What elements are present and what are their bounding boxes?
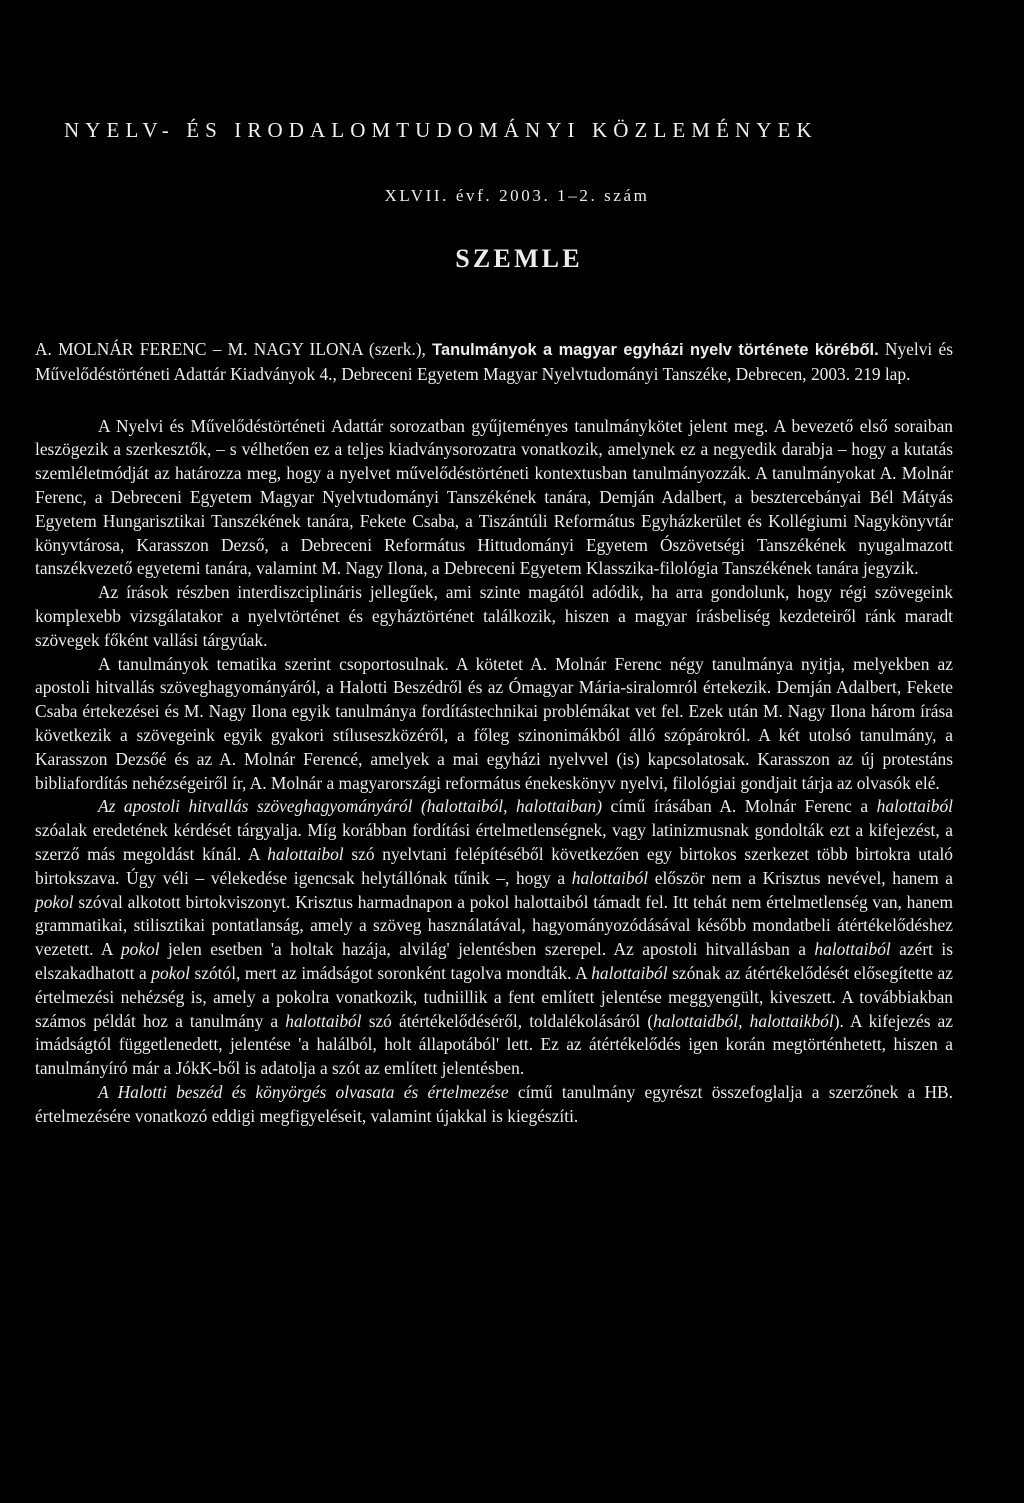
italic-term: halottaiból [591,962,668,983]
italic-term: halottaidból, halottaikból [653,1010,834,1031]
paragraph-5 [35,1081,953,1129]
italic-term: pokol [151,962,190,983]
italic-term: halottaiból [571,867,649,888]
text-run: szóval alkotott birtokviszonyt. Krisztus harmadnapon a pokol halottaiból támadt fel. Itt tehát nem értelmetlenség van, hanem grammatikai, stilisztikai pontatlanság, amely a szöveg használatával, hagyományozódásával később mondatbeli átértékelődéshez vezetett. A [35,891,953,960]
text-run: című írásában A. Molnár Ferenc a [602,796,877,817]
paragraph-4 [35,795,953,1081]
text-run: ). A kifejezés az imádságtól függetlenedett, jelentése 'a halálból, holt állapotából' lett. Ez az átértékelődés igen korán megtörténhetett, hiszen a tanulmányíró már a JókK-ből is adatolja a szót az említett jelentésben. [35,1010,953,1079]
journal-title: NYELV- ÉS IRODALOMTUDOMÁNYI KÖZLEMÉNYEK [64,118,818,142]
italic-title: Az apostoli hitvallás szöveghagyományáról (halottaiból, halottaiban) [98,796,602,817]
text-run: először nem a Krisztus nevével, hanem a [648,867,953,888]
text-run: szó átértékelődéséről, toldalékolásáról ( [361,1010,654,1031]
text-run: jelen esetben 'a holtak hazája, alvilág' jelentésben szerepel. Az apostoli hitvallásban a [159,939,815,960]
text-run: szónak az átértékelődését elősegítette az értelmezési nehézség is, amely a pokolra vonatkozik, tudniillik a fent említett jelentése meggyengült, kiveszett. A továbbiakban számos példát hoz a tanulmány a [35,962,953,1031]
reference-title: Tanulmányok a magyar egyházi nyelv története köréből. [432,341,879,359]
text-run: című tanulmány egyrészt összefoglalja a szerzőnek a HB. értelmezésére vonatkozó eddigi megfigyeléseit, valamint újakkal is kiegészíti. [35,1081,953,1126]
text-run: szó nyelvtani felépítéséből következően egy birtokos szerkezet több birtokra utaló birtokszava. Úgy véli – vélekedése igencsak helytállónak tűnik –, hogy a [35,843,953,888]
text-run: szótól, mert az imádságot soronként tagolva mondták. A [189,962,592,983]
italic-term: halottaiból [876,796,953,817]
paragraph-2: Az írások részben interdiszciplináris jellegűek, ami szinte magától adódik, ha arra gondolunk, hogy régi szövegeink komplexebb vizsgálatakor a nyelvtörténet és egyháztörténet találkozik, hiszen a magyar írásbeliség kezdeteiről ránk maradt szövegek főként vallási tárgyúak. [35,582,953,650]
section-heading: SZEMLE [455,244,583,273]
paragraph-1: A Nyelvi és Művelődéstörténeti Adattár sorozatban gyűjteményes tanulmánykötet jelent meg. A bevezető első soraiban leszögezik a szerkesztők, – s vélhetően ez a teljes kiadványsorozatra vonatkozik, amelynek ez a negyedik darabja – hogy a kutatás szemléletmódját az határozza meg, hogy a nyelvet művelődéstörténeti kontextusban tanulmányozzák. A tanulmányokat A. Molnár Ferenc, a Debreceni Egyetem Magyar Nyelvtudományi Tanszékének tanára, Demján Adalbert, a besztercebányai Bél Mátyás Egyetem Hungarisztikai Tanszékének tanára, Fekete Csaba, a Tiszántúli Református Egyházkerület és Kollégiumi Nagykönyvtár könyvtárosa, Karasszon Dezső, a Debreceni Református Hittudományi Egyetem Ószövetségi Tanszékének nyugalmazott tanszékvezető egyetemi tanára, valamint M. Nagy Ilona, a Debreceni Egyetem Klasszika-filológia Tanszékének tanára jegyzik. [35,415,953,579]
italic-term: pokol [120,939,160,960]
journal-issue: XLVII. évf. 2003. 1–2. szám [384,186,650,205]
bibliographic-reference [35,338,953,387]
italic-title: A Halotti beszéd és könyörgés olvasata és értelmezése [98,1081,509,1102]
text-run: szóalak eredetének kérdését tárgyalja. Míg korábban fordítási értelmetlenségnek, vagy latinizmusnak gondolták ezt a kifejezést, a szerző más megoldást kínál. A [35,820,953,864]
text-run: azért is elszakadhatott a [35,939,954,983]
italic-term: halottaiból [814,939,891,960]
paragraph-3: A tanulmányok tematika szerint csoportosulnak. A kötetet A. Molnár Ferenc négy tanulmánya nyitja, melyekben az apostoli hitvallás szöveghagyományáról, a Halotti Beszédről és az Ómagyar Mária-siralomról értekezik. Demján Adalbert, Fekete Csaba értekezései és M. Nagy Ilona egyik tanulmánya fordítástechnikai problémákat vet fel. Ezek után M. Nagy Ilona három írása következik a szövegeink egyik gyakori stíluseszközéről, a főleg szinonimákból álló szópárokról. A két utolsó tanulmány, a Karasszon Dezsőé és az A. Molnár Ferencé, amelyek a mai egyházi nyelvvel (is) kapcsolatosak. Karasszon az új protestáns bibliafordítás nehézségeiről ír, A. Molnár a magyarországi református énekeskönyv nyelvi, filológiai gondjait tárja az olvasók elé. [35,653,953,793]
italic-term: pokol [35,891,74,912]
review-body [35,338,953,1129]
italic-term: halottaibol [267,843,344,864]
spacer [35,387,953,415]
reference-details: Nyelvi és Művelődéstörténeti Adattár Kiadványok 4., Debreceni Egyetem Magyar Nyelvtudományi Tanszéke, Debrecen, 2003. 219 lap. [35,339,953,384]
italic-term: halottaiból [285,1010,362,1031]
reference-authors: A. MOLNÁR FERENC – M. NAGY ILONA (szerk.), [35,339,433,359]
